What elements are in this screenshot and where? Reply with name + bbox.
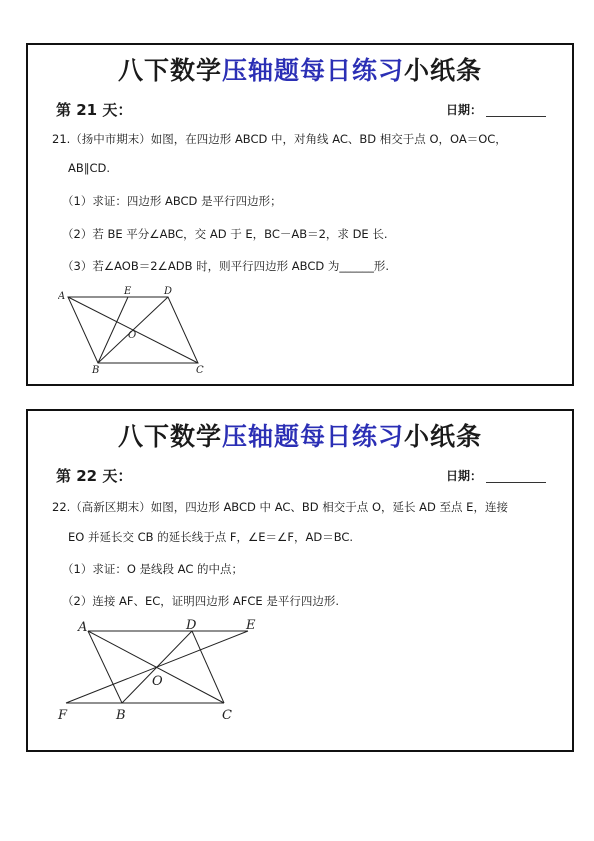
- exercise-card-day-22: [26, 409, 574, 752]
- day-label: 第 21 天：: [56, 101, 133, 119]
- problem-statement-line-1: 21.（扬中市期末）如图，在四边形 ABCD 中，对角线 AC、BD 相交于点 O，OA＝OC，: [52, 132, 507, 146]
- problem-statement-line-1: 22.（高新区期末）如图，四边形 ABCD 中 AC、BD 相交于点 O，延长 AD 至点 E，连接: [52, 500, 508, 514]
- date-field: [446, 467, 546, 484]
- day-label: 第 22 天：: [56, 467, 133, 485]
- date-label: 日期：: [446, 103, 483, 117]
- geometry-figure-1: [58, 285, 238, 375]
- card-title: 八下数学压轴题每日练习小纸条: [117, 56, 483, 85]
- label-point-b: B: [116, 708, 126, 723]
- label-point-a: A: [78, 620, 88, 635]
- title-highlight: 压轴题每日练习: [221, 422, 404, 451]
- label-point-c: C: [222, 708, 232, 723]
- exercise-card-day-21: [26, 43, 574, 386]
- label-point-e: E: [124, 286, 132, 297]
- title-highlight: 压轴题每日练习: [221, 56, 404, 85]
- sub-question-1: （1）求证：四边形 ABCD 是平行四边形；: [62, 194, 282, 208]
- label-point-o: O: [152, 674, 163, 689]
- sub-question-2: （2）连接 AF、EC，证明四边形 AFCE 是平行四边形.: [62, 594, 339, 608]
- sub-question-3: （3）若∠AOB＝2∠ADB 时，则平行四边形 ABCD 为______形.: [62, 259, 390, 273]
- sub-question-2: （2）若 BE 平分∠ABC，交 AD 于 E，BC－AB＝2，求 DE 长.: [62, 227, 388, 241]
- segment-be: [98, 297, 128, 363]
- label-point-o: O: [128, 330, 137, 341]
- problem-statement-line-2: AB∥CD.: [68, 161, 111, 175]
- date-blank-line: [486, 116, 546, 117]
- sub-question-1: （1）求证：O 是线段 AC 的中点；: [62, 562, 244, 576]
- date-field: [446, 101, 546, 118]
- label-point-f: F: [58, 708, 68, 723]
- geometry-figure-2: [52, 615, 292, 725]
- date-blank-line: [486, 482, 546, 483]
- label-point-a: A: [58, 291, 66, 302]
- label-point-d: D: [186, 618, 197, 633]
- date-label: 日期：: [446, 469, 483, 483]
- label-point-b: B: [92, 365, 100, 375]
- label-point-e: E: [246, 618, 256, 633]
- label-point-d: D: [164, 286, 173, 297]
- card-title: 八下数学压轴题每日练习小纸条: [117, 422, 483, 451]
- problem-statement-line-2: EO 并延长交 CB 的延长线于点 F，∠E＝∠F，AD＝BC.: [68, 530, 354, 544]
- label-point-c: C: [196, 365, 204, 375]
- side-dc: [192, 631, 224, 703]
